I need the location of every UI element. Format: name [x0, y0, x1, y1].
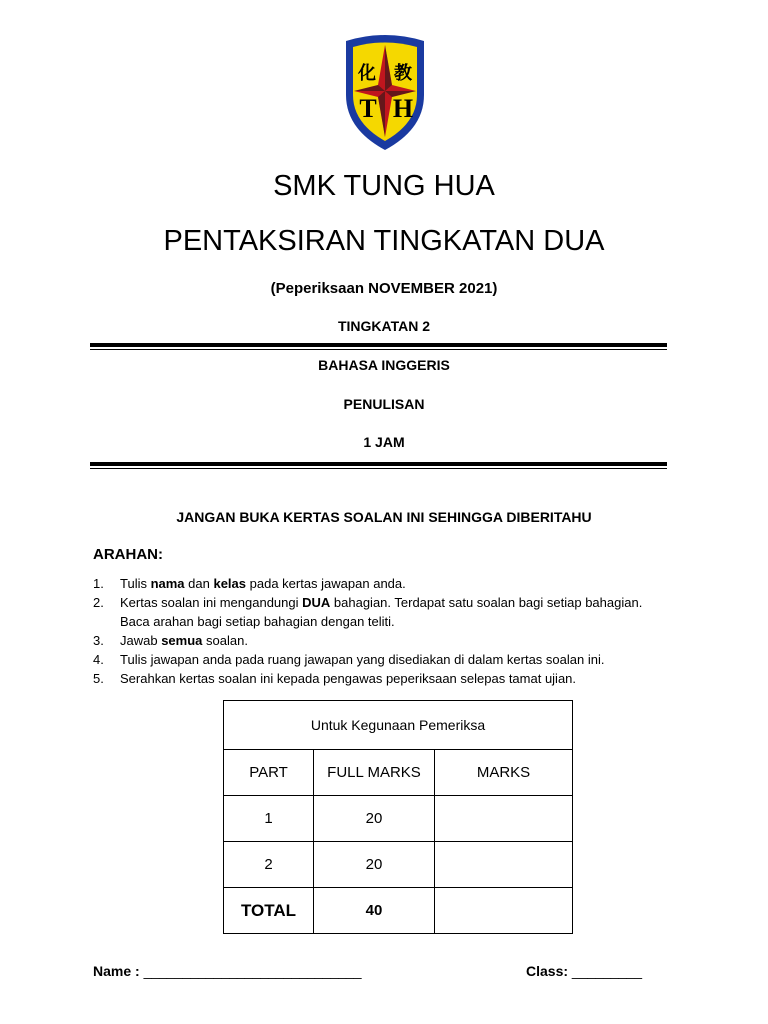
exam-subject: BAHASA INGGERIS [318, 357, 450, 373]
table-row-total [224, 888, 573, 934]
instruction-item: 2. Kertas soalan ini mengandungi DUA bahagian. Terdapat satu soalan bagi setiap bahagian. Baca arahan bagi setiap bahagian dengan teliti. [93, 595, 643, 629]
crest-char-1: 化 [358, 63, 376, 84]
part-cell: 1 [224, 796, 314, 842]
part-cell: 2 [224, 842, 314, 888]
instruction-item: 1. Tulis nama dan kelas pada kertas jawapan anda. [93, 576, 406, 591]
class-blank[interactable]: _________ [571, 963, 642, 979]
total-label: TOTAL [224, 888, 314, 934]
name-label: Name : [93, 963, 140, 979]
total-full-marks: 40 [314, 888, 435, 934]
crest-char-4: H [392, 94, 414, 123]
exam-paper: PENULISAN [343, 396, 425, 412]
header-part: PART [224, 750, 314, 796]
marks-cell[interactable] [435, 842, 573, 888]
table-caption: Untuk Kegunaan Pemeriksa [224, 701, 573, 750]
instruction-item: 3. Jawab semua soalan. [93, 633, 248, 648]
header-marks: MARKS [435, 750, 573, 796]
instruction-item: 5. Serahkan kertas soalan ini kepada pengawas peperiksaan selepas tamat ujian. [93, 671, 577, 686]
marks-cell[interactable] [435, 796, 573, 842]
table-row [224, 842, 573, 888]
instructions-list [93, 574, 693, 688]
exam-level: TINGKATAN 2 [337, 318, 431, 334]
exam-subtitle: (Peperiksaan NOVEMBER 2021) [270, 280, 498, 297]
name-blank[interactable]: ____________________________ [143, 963, 362, 979]
total-marks-cell[interactable] [435, 888, 573, 934]
warning-notice: JANGAN BUKA KERTAS SOALAN INI SEHINGGA DIBERITAHU [176, 509, 592, 525]
table-row [224, 796, 573, 842]
exam-duration: 1 JAM [363, 434, 405, 450]
school-name: SMK TUNG HUA [273, 170, 495, 202]
crest-char-3: T [359, 94, 377, 123]
full-marks-cell: 20 [314, 796, 435, 842]
school-crest [340, 33, 430, 153]
class-field[interactable] [526, 963, 642, 979]
exam-title: PENTAKSIRAN TINGKATAN DUA [163, 225, 605, 257]
header-full-marks: FULL MARKS [314, 750, 435, 796]
crest-char-2: 教 [394, 63, 412, 84]
marks-table [223, 700, 573, 934]
divider-bottom [90, 462, 667, 469]
instructions-title: ARAHAN: [93, 546, 163, 563]
name-field[interactable] [93, 963, 362, 979]
divider-top [90, 343, 667, 350]
school-crest-icon [340, 33, 430, 153]
full-marks-cell: 20 [314, 842, 435, 888]
class-label: Class: [526, 963, 569, 979]
instruction-item: 4. Tulis jawapan anda pada ruang jawapan yang disediakan di dalam kertas soalan ini. [93, 652, 605, 667]
